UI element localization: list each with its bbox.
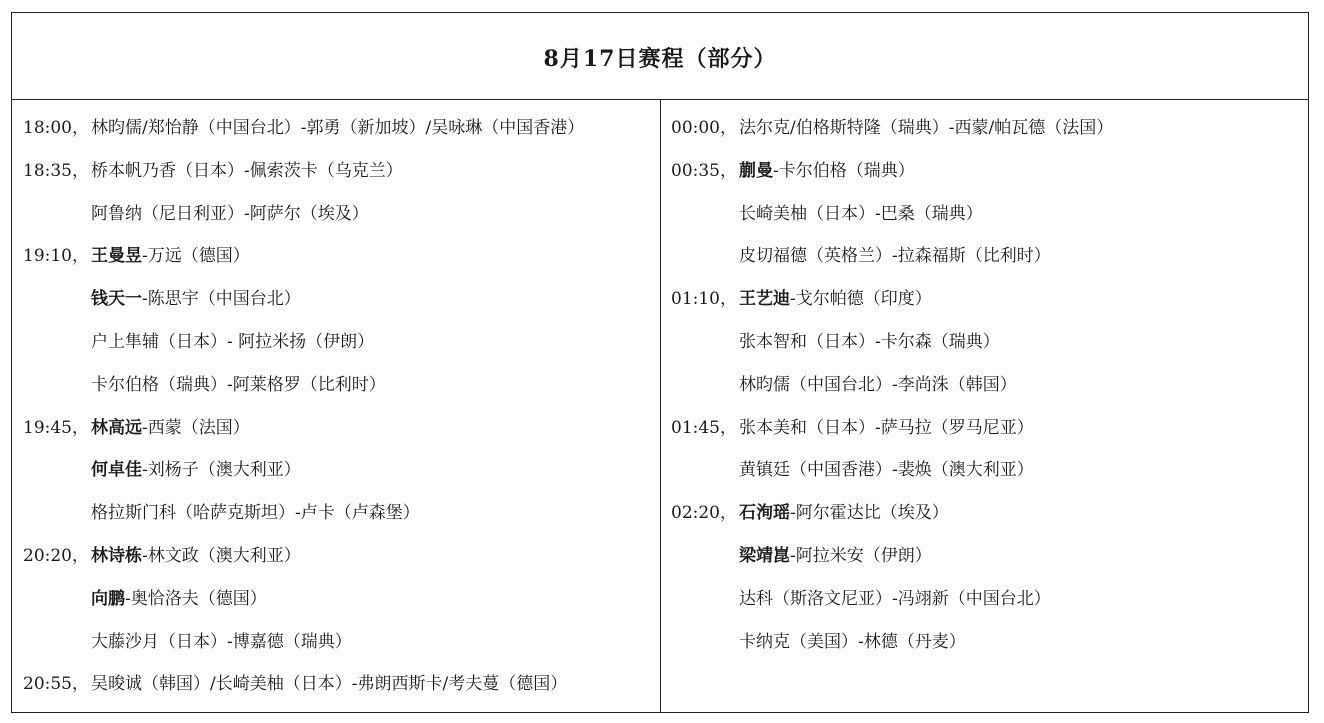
match-text <box>739 321 1000 364</box>
match-detail: -林文政（澳大利亚） <box>142 545 301 566</box>
match-text <box>91 407 250 450</box>
right-column <box>661 100 1308 712</box>
highlighted-player: 蒯曼 <box>739 160 773 181</box>
match-time <box>661 193 739 236</box>
schedule-line <box>661 578 1308 621</box>
match-detail: 黄镇廷（中国香港）-裴焕（澳大利亚） <box>739 460 1034 481</box>
match-time <box>12 578 91 621</box>
match-detail: 大藤沙月（日本）-博嘉德（瑞典） <box>91 631 352 652</box>
match-time <box>12 321 91 364</box>
match-text <box>91 663 567 706</box>
match-time: 01:10， <box>671 289 737 310</box>
match-detail: 格拉斯门科（哈萨克斯坦）-卢卡（卢森堡） <box>91 503 420 524</box>
match-detail: 卡纳克（美国）-林德（丹麦） <box>739 631 966 652</box>
match-detail: -西蒙（法国） <box>142 417 250 438</box>
schedule-line <box>661 407 1308 450</box>
highlighted-player: 梁靖崑 <box>739 545 790 566</box>
match-time <box>12 621 91 664</box>
match-text <box>739 107 1113 150</box>
match-time: 02:20， <box>671 503 737 524</box>
highlighted-player: 林高远 <box>91 417 142 438</box>
match-time <box>661 364 739 407</box>
schedule-line <box>12 364 660 407</box>
match-text <box>739 621 966 664</box>
match-text <box>739 235 1051 278</box>
highlighted-player: 向鹏 <box>91 588 125 609</box>
match-detail: 长崎美柚（日本）-巴桑（瑞典） <box>739 203 983 224</box>
match-time: 19:45， <box>23 417 89 438</box>
match-time <box>661 321 739 364</box>
match-detail: 桥本帆乃香（日本）-佩索茨卡（乌克兰） <box>91 160 403 181</box>
match-detail: -刘杨子（澳大利亚） <box>142 460 301 481</box>
match-text <box>91 107 584 150</box>
match-time <box>12 193 91 236</box>
match-time: 20:55， <box>23 674 89 695</box>
match-detail: -阿尔霍达比（埃及） <box>790 503 949 524</box>
match-text <box>91 578 267 621</box>
match-text <box>91 492 420 535</box>
schedule-line <box>12 107 660 150</box>
match-time <box>661 449 739 492</box>
match-detail: -陈思宇（中国台北） <box>142 289 301 310</box>
highlighted-player: 钱天一 <box>91 289 142 310</box>
title-row <box>12 13 1308 100</box>
match-detail: 林昀儒/郑怡静（中国台北）-郭勇（新加坡）/吴咏琳（中国香港） <box>91 118 585 138</box>
match-text <box>739 193 983 236</box>
schedule-line <box>661 492 1308 535</box>
match-time: 19:10， <box>23 246 89 267</box>
schedule-line <box>661 449 1308 492</box>
match-detail: -奥恰洛夫（德国） <box>125 588 267 609</box>
match-text <box>739 535 932 578</box>
match-time <box>12 364 91 407</box>
match-time <box>661 535 739 578</box>
schedule-line <box>661 278 1308 321</box>
match-time: 18:35， <box>23 160 89 181</box>
match-time <box>12 449 91 492</box>
schedule-line <box>661 535 1308 578</box>
match-text <box>739 278 932 321</box>
schedule-line <box>661 107 1308 150</box>
match-text <box>739 364 1017 407</box>
schedule-line <box>661 235 1308 278</box>
page-title: 8月17日赛程（部分） <box>543 45 777 72</box>
schedule-line <box>661 150 1308 193</box>
schedule-line <box>661 364 1308 407</box>
match-detail: -卡尔伯格（瑞典） <box>773 160 915 181</box>
match-time <box>661 235 739 278</box>
schedule-table <box>11 12 1309 713</box>
match-detail: -万远（德国） <box>142 246 250 267</box>
match-time <box>12 492 91 535</box>
match-time: 00:35， <box>671 160 737 181</box>
match-time: 18:00， <box>23 118 89 138</box>
match-time <box>12 278 91 321</box>
schedule-line <box>661 193 1308 236</box>
schedule-line <box>12 278 660 321</box>
match-detail: 吴晙诚（韩国）/长崎美柚（日本）-弗朗西斯卡/考夫蔓（德国） <box>91 674 568 695</box>
match-text <box>91 535 301 578</box>
match-detail: 张本美和（日本）-萨马拉（罗马尼亚） <box>739 417 1034 438</box>
match-detail: 阿鲁纳（尼日利亚）-阿萨尔（埃及） <box>91 203 369 224</box>
schedule-line <box>12 407 660 450</box>
match-text <box>91 364 386 407</box>
schedule-line <box>12 321 660 364</box>
highlighted-player: 王艺迪 <box>739 289 790 310</box>
match-text <box>91 278 301 321</box>
match-text <box>739 449 1034 492</box>
schedule-line <box>12 150 660 193</box>
schedule-line <box>661 321 1308 364</box>
match-text <box>91 621 352 664</box>
match-text <box>91 235 250 278</box>
schedule-line <box>661 621 1308 664</box>
match-detail: -戈尔帕德（印度） <box>790 289 932 310</box>
highlighted-player: 石洵瑶 <box>739 503 790 524</box>
match-text <box>739 492 949 535</box>
match-text <box>739 150 915 193</box>
schedule-line <box>12 235 660 278</box>
match-detail: 法尔克/伯格斯特隆（瑞典）-西蒙/帕瓦德（法国） <box>739 118 1114 138</box>
match-time <box>661 578 739 621</box>
match-time: 00:00， <box>671 118 737 138</box>
match-detail: 皮切福德（英格兰）-拉森福斯（比利时） <box>739 246 1051 267</box>
match-time <box>661 621 739 664</box>
schedule-line <box>12 535 660 578</box>
match-time: 20:20， <box>23 545 89 566</box>
left-column <box>12 100 661 712</box>
highlighted-player: 林诗栋 <box>91 545 142 566</box>
match-text <box>739 407 1034 450</box>
schedule-line <box>12 492 660 535</box>
match-time: 01:45， <box>671 417 737 438</box>
match-text <box>739 578 1051 621</box>
match-text <box>91 150 403 193</box>
schedule-line <box>12 449 660 492</box>
match-text <box>91 193 369 236</box>
schedule-line <box>12 578 660 621</box>
match-detail: 达科（斯洛文尼亚）-冯翊新（中国台北） <box>739 588 1051 609</box>
match-detail: 张本智和（日本）-卡尔森（瑞典） <box>739 331 1000 352</box>
match-detail: -阿拉米安（伊朗） <box>790 545 932 566</box>
schedule-line <box>12 663 660 706</box>
match-detail: 卡尔伯格（瑞典）-阿莱格罗（比利时） <box>91 374 386 395</box>
schedule-line <box>12 193 660 236</box>
highlighted-player: 王曼昱 <box>91 246 142 267</box>
match-text <box>91 321 374 364</box>
match-text <box>91 449 301 492</box>
match-detail: 林昀儒（中国台北）-李尚洙（韩国） <box>739 374 1017 395</box>
schedule-line <box>12 621 660 664</box>
highlighted-player: 何卓佳 <box>91 460 142 481</box>
match-detail: 户上隼辅（日本）- 阿拉米扬（伊朗） <box>91 331 375 352</box>
